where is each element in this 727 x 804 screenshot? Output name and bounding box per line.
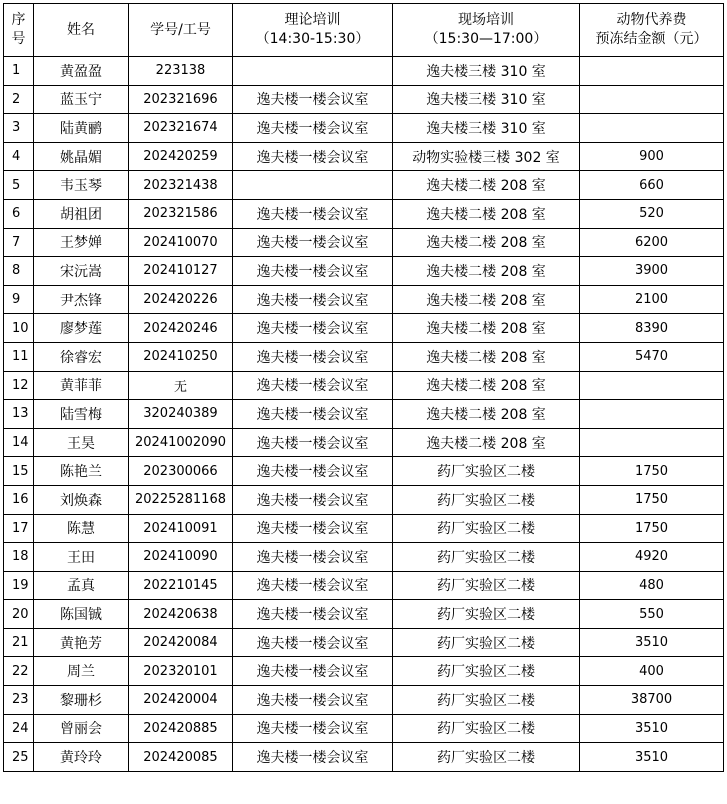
cell-id: 202321696 <box>129 85 233 114</box>
cell-site-location: 逸夫楼二楼 208 室 <box>393 428 580 457</box>
cell-site-location: 逸夫楼二楼 208 室 <box>393 199 580 228</box>
cell-site-location: 药厂实验区二楼 <box>393 743 580 772</box>
cell-fee-amount <box>580 57 724 86</box>
cell-index: 10 <box>4 314 34 343</box>
table-row <box>4 600 724 629</box>
cell-name: 王梦婵 <box>34 228 129 257</box>
table-row <box>4 371 724 400</box>
cell-name: 周兰 <box>34 657 129 686</box>
cell-site-location: 药厂实验区二楼 <box>393 543 580 572</box>
cell-index: 7 <box>4 228 34 257</box>
table-row <box>4 457 724 486</box>
cell-id: 202410090 <box>129 543 233 572</box>
cell-fee-amount: 3510 <box>580 628 724 657</box>
cell-theory-location <box>233 171 393 200</box>
table-row <box>4 686 724 715</box>
cell-index: 14 <box>4 428 34 457</box>
cell-id: 无 <box>129 371 233 400</box>
header-site-training: 现场培训 （15:30—17:00） <box>393 4 580 57</box>
cell-name: 曾丽会 <box>34 714 129 743</box>
cell-fee-amount: 1750 <box>580 485 724 514</box>
table-row <box>4 199 724 228</box>
cell-index: 1 <box>4 57 34 86</box>
cell-theory-location: 逸夫楼一楼会议室 <box>233 743 393 772</box>
table-row <box>4 400 724 429</box>
cell-site-location: 逸夫楼三楼 310 室 <box>393 114 580 143</box>
cell-theory-location: 逸夫楼一楼会议室 <box>233 85 393 114</box>
cell-id: 202420885 <box>129 714 233 743</box>
cell-theory-location: 逸夫楼一楼会议室 <box>233 514 393 543</box>
cell-name: 孟真 <box>34 571 129 600</box>
cell-id: 202320101 <box>129 657 233 686</box>
header-id: 学号/工号 <box>129 4 233 57</box>
cell-site-location: 逸夫楼二楼 208 室 <box>393 285 580 314</box>
cell-fee-amount <box>580 371 724 400</box>
cell-theory-location: 逸夫楼一楼会议室 <box>233 457 393 486</box>
cell-theory-location: 逸夫楼一楼会议室 <box>233 428 393 457</box>
cell-name: 陈艳兰 <box>34 457 129 486</box>
header-animal-fee: 动物代养费 预冻结金额（元） <box>580 4 724 57</box>
cell-index: 16 <box>4 485 34 514</box>
cell-theory-location: 逸夫楼一楼会议室 <box>233 571 393 600</box>
table-row <box>4 514 724 543</box>
cell-site-location: 药厂实验区二楼 <box>393 686 580 715</box>
cell-fee-amount: 550 <box>580 600 724 629</box>
cell-id: 202420226 <box>129 285 233 314</box>
table-row <box>4 571 724 600</box>
cell-id: 202420085 <box>129 743 233 772</box>
table-row <box>4 228 724 257</box>
table-row <box>4 171 724 200</box>
cell-id: 202410127 <box>129 257 233 286</box>
cell-theory-location: 逸夫楼一楼会议室 <box>233 228 393 257</box>
table-row <box>4 428 724 457</box>
table-row <box>4 57 724 86</box>
cell-theory-location: 逸夫楼一楼会议室 <box>233 142 393 171</box>
table-row <box>4 285 724 314</box>
cell-id: 320240389 <box>129 400 233 429</box>
table-row <box>4 314 724 343</box>
cell-id: 202410250 <box>129 342 233 371</box>
cell-name: 胡祖团 <box>34 199 129 228</box>
header-name: 姓名 <box>34 4 129 57</box>
cell-name: 宋沅嵩 <box>34 257 129 286</box>
cell-theory-location: 逸夫楼一楼会议室 <box>233 199 393 228</box>
cell-site-location: 逸夫楼二楼 208 室 <box>393 171 580 200</box>
header-index: 序 号 <box>4 4 34 57</box>
cell-name: 陈国铖 <box>34 600 129 629</box>
cell-theory-location: 逸夫楼一楼会议室 <box>233 686 393 715</box>
cell-theory-location <box>233 57 393 86</box>
cell-id: 202420084 <box>129 628 233 657</box>
cell-index: 2 <box>4 85 34 114</box>
cell-fee-amount <box>580 114 724 143</box>
cell-theory-location: 逸夫楼一楼会议室 <box>233 114 393 143</box>
cell-id: 202321674 <box>129 114 233 143</box>
cell-theory-location: 逸夫楼一楼会议室 <box>233 371 393 400</box>
cell-fee-amount: 1750 <box>580 457 724 486</box>
cell-theory-location: 逸夫楼一楼会议室 <box>233 400 393 429</box>
cell-name: 黄菲菲 <box>34 371 129 400</box>
cell-site-location: 药厂实验区二楼 <box>393 628 580 657</box>
cell-theory-location: 逸夫楼一楼会议室 <box>233 714 393 743</box>
table-row <box>4 257 724 286</box>
cell-name: 姚晶媚 <box>34 142 129 171</box>
cell-index: 18 <box>4 543 34 572</box>
cell-index: 19 <box>4 571 34 600</box>
cell-index: 25 <box>4 743 34 772</box>
cell-theory-location: 逸夫楼一楼会议室 <box>233 314 393 343</box>
cell-index: 21 <box>4 628 34 657</box>
cell-name: 王田 <box>34 543 129 572</box>
cell-name: 黄艳芳 <box>34 628 129 657</box>
training-schedule-table <box>3 3 724 772</box>
cell-index: 17 <box>4 514 34 543</box>
table-row <box>4 114 724 143</box>
cell-site-location: 药厂实验区二楼 <box>393 485 580 514</box>
cell-site-location: 逸夫楼二楼 208 室 <box>393 314 580 343</box>
cell-name: 黄玲玲 <box>34 743 129 772</box>
table-row <box>4 85 724 114</box>
cell-theory-location: 逸夫楼一楼会议室 <box>233 485 393 514</box>
cell-name: 尹杰锋 <box>34 285 129 314</box>
cell-theory-location: 逸夫楼一楼会议室 <box>233 543 393 572</box>
cell-name: 徐睿宏 <box>34 342 129 371</box>
table-row <box>4 743 724 772</box>
header-theory-training: 理论培训 （14:30-15:30） <box>233 4 393 57</box>
cell-theory-location: 逸夫楼一楼会议室 <box>233 600 393 629</box>
cell-id: 223138 <box>129 57 233 86</box>
cell-fee-amount <box>580 428 724 457</box>
cell-id: 202420246 <box>129 314 233 343</box>
cell-index: 6 <box>4 199 34 228</box>
cell-fee-amount: 520 <box>580 199 724 228</box>
cell-name: 陆雪梅 <box>34 400 129 429</box>
cell-fee-amount: 2100 <box>580 285 724 314</box>
cell-fee-amount: 38700 <box>580 686 724 715</box>
cell-theory-location: 逸夫楼一楼会议室 <box>233 342 393 371</box>
cell-fee-amount: 400 <box>580 657 724 686</box>
cell-name: 黎珊杉 <box>34 686 129 715</box>
cell-fee-amount: 8390 <box>580 314 724 343</box>
cell-site-location: 药厂实验区二楼 <box>393 657 580 686</box>
cell-name: 陆黄鹂 <box>34 114 129 143</box>
cell-theory-location: 逸夫楼一楼会议室 <box>233 628 393 657</box>
cell-id: 202300066 <box>129 457 233 486</box>
cell-fee-amount: 900 <box>580 142 724 171</box>
cell-id: 202321438 <box>129 171 233 200</box>
table-row <box>4 628 724 657</box>
cell-site-location: 药厂实验区二楼 <box>393 457 580 486</box>
table-row <box>4 657 724 686</box>
cell-fee-amount <box>580 85 724 114</box>
cell-index: 20 <box>4 600 34 629</box>
cell-site-location: 逸夫楼二楼 208 室 <box>393 400 580 429</box>
table-header-row <box>4 4 724 57</box>
cell-site-location: 药厂实验区二楼 <box>393 600 580 629</box>
cell-fee-amount <box>580 400 724 429</box>
cell-id: 202420638 <box>129 600 233 629</box>
cell-theory-location: 逸夫楼一楼会议室 <box>233 285 393 314</box>
cell-id: 202210145 <box>129 571 233 600</box>
cell-name: 韦玉琴 <box>34 171 129 200</box>
cell-site-location: 药厂实验区二楼 <box>393 714 580 743</box>
cell-index: 9 <box>4 285 34 314</box>
cell-site-location: 逸夫楼二楼 208 室 <box>393 371 580 400</box>
cell-name: 刘焕森 <box>34 485 129 514</box>
cell-fee-amount: 3510 <box>580 714 724 743</box>
cell-index: 23 <box>4 686 34 715</box>
cell-id: 202321586 <box>129 199 233 228</box>
cell-site-location: 逸夫楼三楼 310 室 <box>393 85 580 114</box>
cell-id: 20225281168 <box>129 485 233 514</box>
table-row <box>4 485 724 514</box>
table-row <box>4 142 724 171</box>
cell-id: 202420004 <box>129 686 233 715</box>
cell-index: 24 <box>4 714 34 743</box>
cell-index: 3 <box>4 114 34 143</box>
cell-index: 4 <box>4 142 34 171</box>
cell-fee-amount: 6200 <box>580 228 724 257</box>
table-body <box>4 57 724 772</box>
cell-site-location: 药厂实验区二楼 <box>393 514 580 543</box>
cell-fee-amount: 4920 <box>580 543 724 572</box>
cell-id: 20241002090 <box>129 428 233 457</box>
cell-fee-amount: 660 <box>580 171 724 200</box>
cell-theory-location: 逸夫楼一楼会议室 <box>233 657 393 686</box>
cell-index: 15 <box>4 457 34 486</box>
cell-site-location: 逸夫楼二楼 208 室 <box>393 228 580 257</box>
cell-fee-amount: 3510 <box>580 743 724 772</box>
table-row <box>4 342 724 371</box>
cell-name: 蓝玉宁 <box>34 85 129 114</box>
cell-index: 12 <box>4 371 34 400</box>
cell-site-location: 动物实验楼三楼 302 室 <box>393 142 580 171</box>
cell-index: 5 <box>4 171 34 200</box>
cell-site-location: 药厂实验区二楼 <box>393 571 580 600</box>
cell-name: 王昊 <box>34 428 129 457</box>
cell-site-location: 逸夫楼三楼 310 室 <box>393 57 580 86</box>
cell-fee-amount: 480 <box>580 571 724 600</box>
table-row <box>4 714 724 743</box>
cell-name: 廖梦莲 <box>34 314 129 343</box>
cell-id: 202420259 <box>129 142 233 171</box>
cell-name: 陈慧 <box>34 514 129 543</box>
cell-id: 202410091 <box>129 514 233 543</box>
cell-index: 11 <box>4 342 34 371</box>
cell-site-location: 逸夫楼二楼 208 室 <box>393 342 580 371</box>
cell-fee-amount: 3900 <box>580 257 724 286</box>
cell-theory-location: 逸夫楼一楼会议室 <box>233 257 393 286</box>
cell-name: 黄盈盈 <box>34 57 129 86</box>
cell-index: 8 <box>4 257 34 286</box>
cell-id: 202410070 <box>129 228 233 257</box>
cell-index: 22 <box>4 657 34 686</box>
cell-fee-amount: 5470 <box>580 342 724 371</box>
table-row <box>4 543 724 572</box>
cell-index: 13 <box>4 400 34 429</box>
cell-site-location: 逸夫楼二楼 208 室 <box>393 257 580 286</box>
cell-fee-amount: 1750 <box>580 514 724 543</box>
